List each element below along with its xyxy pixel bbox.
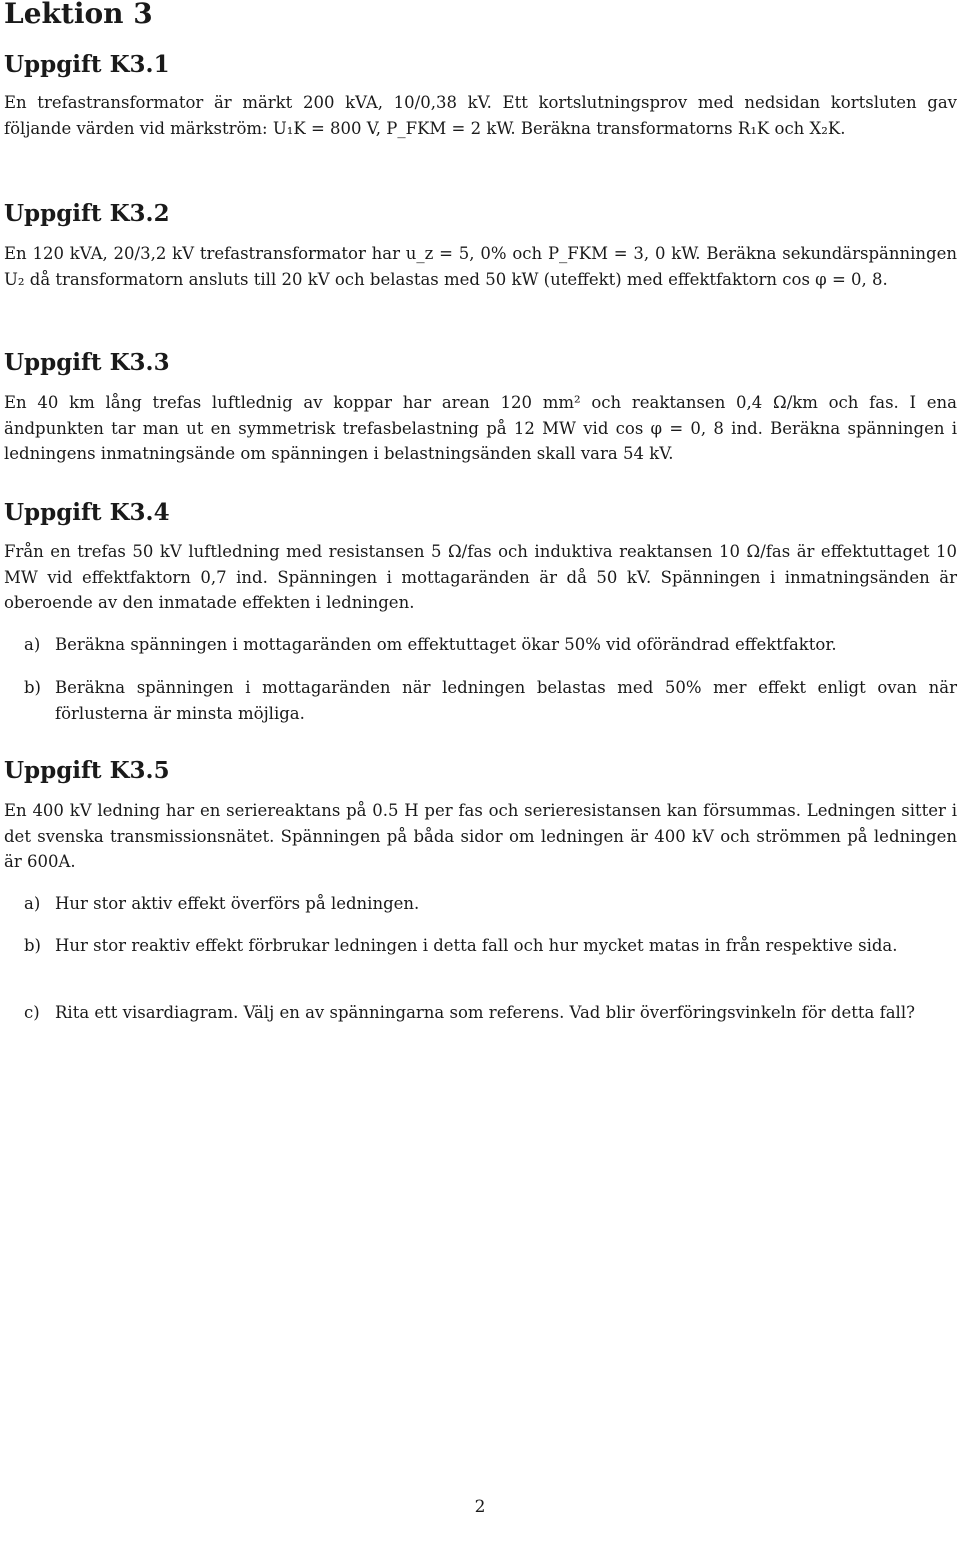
list-item-k3-5-a [24,891,957,917]
section-heading-k3-2: Uppgift K3.2 [4,200,170,227]
section-paragraph-k3-3: En 40 km lång trefas luftlednig av koppar har arean 120 mm² och reaktansen 0,4 Ω/km och fas. I ena ändpunkten tar man ut en symmetrisk trefasbelastning på 12 MW vid cos φ = 0, 8 ind. Beräkna spänningen i ledningens inmatningsände om spänningen i belastningsänden skall vara 54 kV. [4,393,957,463]
section-paragraph-k3-5: En 400 kV ledning har en seriereaktans på 0.5 H per fas och serieresistansen kan försummas. Ledningen sitter i det svenska transmissionsnätet. Spänningen på båda sidor om ledningen är 400 kV och strömmen på ledningen är 600A. [4,801,957,871]
list-item-marker: a) [24,894,41,913]
list-item-k3-4-b [24,675,957,726]
section-heading-k3-4: Uppgift K3.4 [4,499,170,526]
section-paragraph-k3-1: En trefastransformator är märkt 200 kVA, 10/0,38 kV. Ett kortslutningsprov med nedsidan kortsluten gav följande värden vid märkström: U₁K = 800 V, P_FKM = 2 kW. Beräkna transformatorns R₁K och X₂K. [4,93,957,138]
list-item-k3-5-c [24,1000,957,1026]
list-item-marker: b) [24,678,41,697]
list-item-marker: a) [24,635,41,654]
list-item-k3-5-b [24,933,957,959]
list-item-text: Hur stor reaktiv effekt förbrukar ledningen i detta fall och hur mycket matas in från respektive sida. [55,936,898,955]
section-paragraph-k3-4: Från en trefas 50 kV luftledning med resistansen 5 Ω/fas och induktiva reaktansen 10 Ω/fas är effektuttaget 10 MW vid effektfaktorn 0,7 ind. Spänningen i mottagaränden är då 50 kV. Spänningen i inmatningsänden är oberoende av den inmatade effekten i ledningen. [4,542,957,612]
list-item-marker: c) [24,1003,40,1022]
section-heading-k3-1: Uppgift K3.1 [4,51,170,78]
list-item-text: Beräkna spänningen i mottagaränden om effektuttaget ökar 50% vid oförändrad effektfaktor. [55,635,837,654]
list-item-marker: b) [24,936,41,955]
chapter-title: Lektion 3 [4,0,153,30]
list-item-k3-4-a [24,632,957,658]
list-item-text: Hur stor aktiv effekt överförs på ledningen. [55,894,420,913]
list-item-text: Beräkna spänningen i mottagaränden när ledningen belastas med 50% mer effekt enligt ovan när förlusterna är minsta möjliga. [55,678,957,723]
list-item-text: Rita ett visardiagram. Välj en av spänningarna som referens. Vad blir överföringsvinkeln för detta fall? [55,1003,915,1022]
section-paragraph-k3-2: En 120 kVA, 20/3,2 kV trefastransformator har u_z = 5, 0% och P_FKM = 3, 0 kW. Beräkna sekundärspänningen U₂ då transformatorn ansluts till 20 kV och belastas med 50 kW (uteffekt) med effektfaktorn cos φ = 0, 8. [4,244,957,289]
page-number: 2 [474,1497,486,1517]
section-heading-k3-5: Uppgift K3.5 [4,757,170,784]
section-heading-k3-3: Uppgift K3.3 [4,349,170,376]
